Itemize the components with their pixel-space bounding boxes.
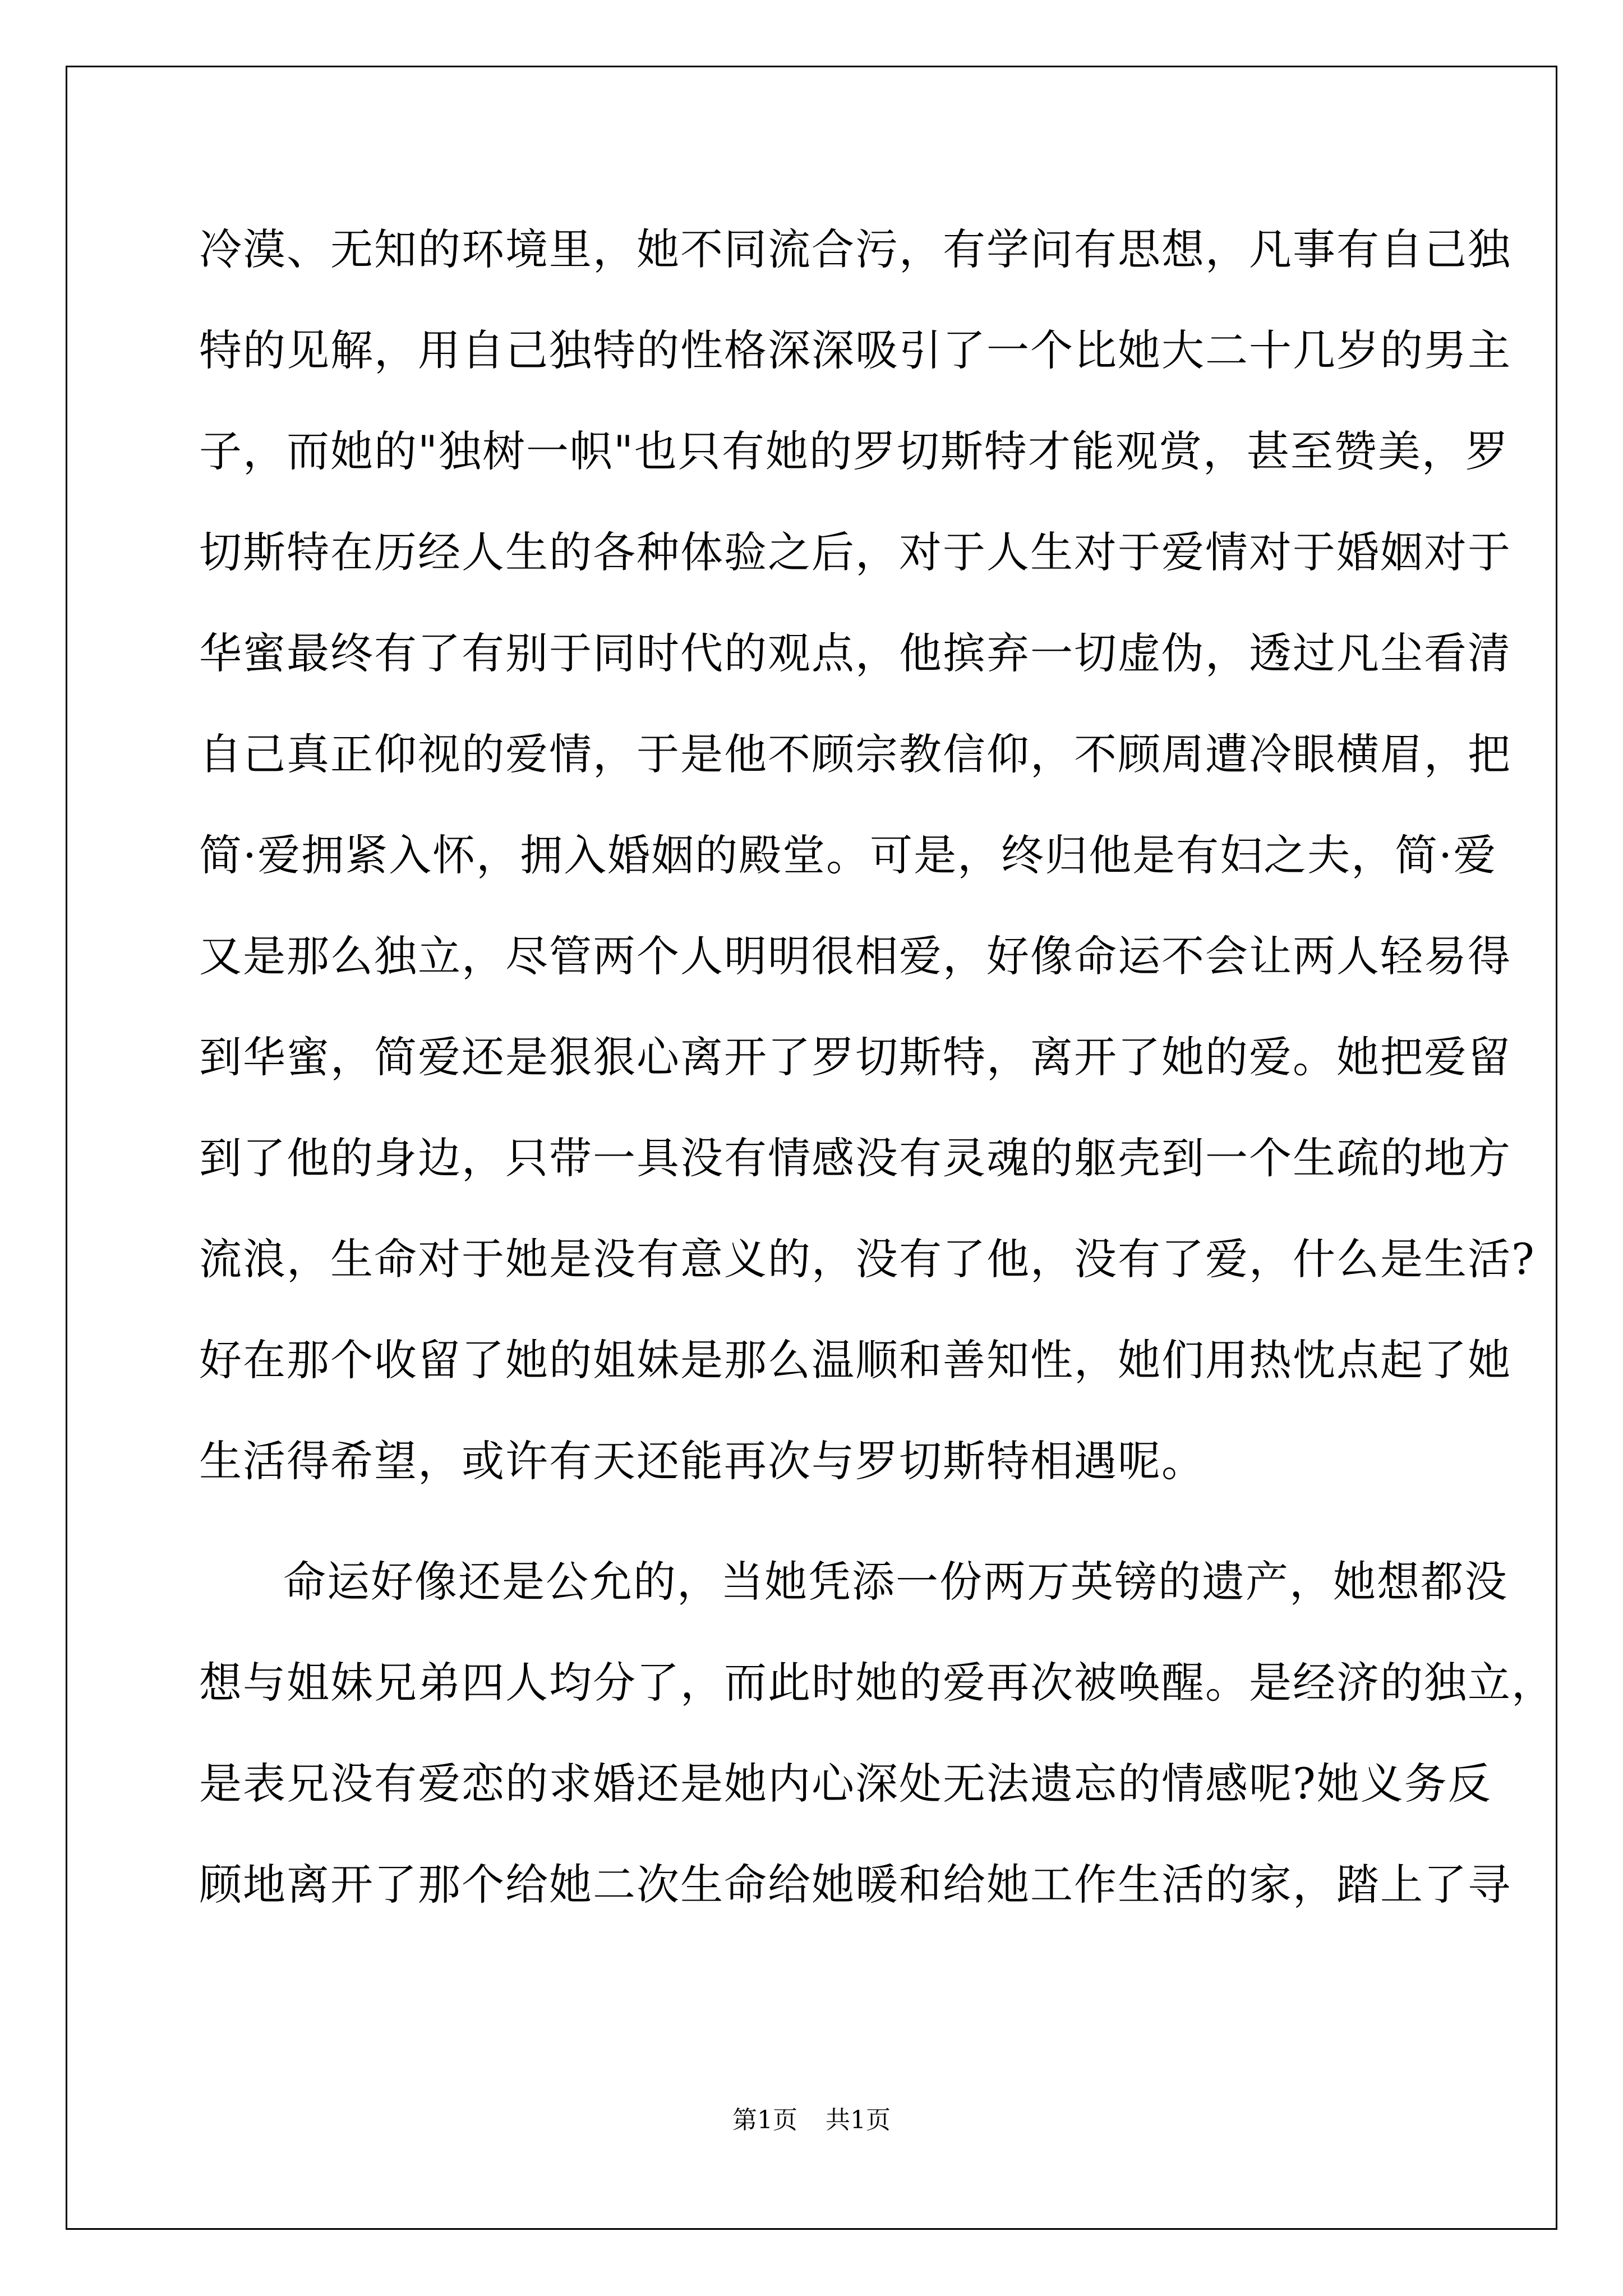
text-line: 到了他的身边，只带一具没有情感没有灵魂的躯壳到一个生疏的地方	[199, 1133, 1511, 1183]
text-line: 切斯特在历经人生的各种体验之后，对于人生对于爱情对于婚姻对于	[199, 527, 1511, 577]
text-line: 流浪，生命对于她是没有意义的，没有了他，没有了爱，什么是生活?	[199, 1234, 1536, 1284]
text-line: 想与姐妹兄弟四人均分了，而此时她的爱再次被唤醒。是经济的独立，	[199, 1658, 1555, 1708]
text-line: 又是那么独立，尽管两个人明明很相爱，好像命运不会让两人轻易得	[199, 931, 1511, 981]
paragraph-first-line: 命运好像还是公允的，当她凭添一份两万英镑的遗产，她想都没	[283, 1557, 1508, 1607]
page-footer	[0, 2104, 1623, 2137]
page-total: 共1页	[826, 2106, 891, 2134]
text-line: 华蜜最终有了有别于同时代的观点，他摈弃一切虚伪，透过凡尘看清	[199, 628, 1511, 678]
text-line: 生活得希望，或许有天还能再次与罗切斯特相遇呢。	[199, 1436, 1205, 1486]
page-number: 第1页	[732, 2106, 797, 2134]
text-line: 子，而她的"独树一帜"也只有她的罗切斯特才能观赏，甚至赞美，罗	[199, 426, 1509, 476]
text-line: 顾地离开了那个给她二次生命给她暖和给她工作生活的家，踏上了寻	[199, 1860, 1511, 1910]
text-line: 自己真正仰视的爱情，于是他不顾宗教信仰，不顾周遭冷眼横眉，把	[199, 729, 1511, 779]
text-line: 到华蜜，简爱还是狠狠心离开了罗切斯特，离开了她的爱。她把爱留	[199, 1032, 1511, 1082]
text-line: 冷漠、无知的环境里，她不同流合污，有学问有思想，凡事有自己独	[199, 224, 1511, 274]
text-line: 好在那个收留了她的姐妹是那么温顺和善知性，她们用热忱点起了她	[199, 1335, 1511, 1385]
text-line: 特的见解，用自己独特的性格深深吸引了一个比她大二十几岁的男主	[199, 325, 1511, 375]
text-line: 是表兄没有爱恋的求婚还是她内心深处无法遗忘的情感呢?她义务反	[199, 1759, 1492, 1809]
text-line: 简·爱拥紧入怀，拥入婚姻的殿堂。可是，终归他是有妇之夫，简·爱	[199, 830, 1497, 880]
